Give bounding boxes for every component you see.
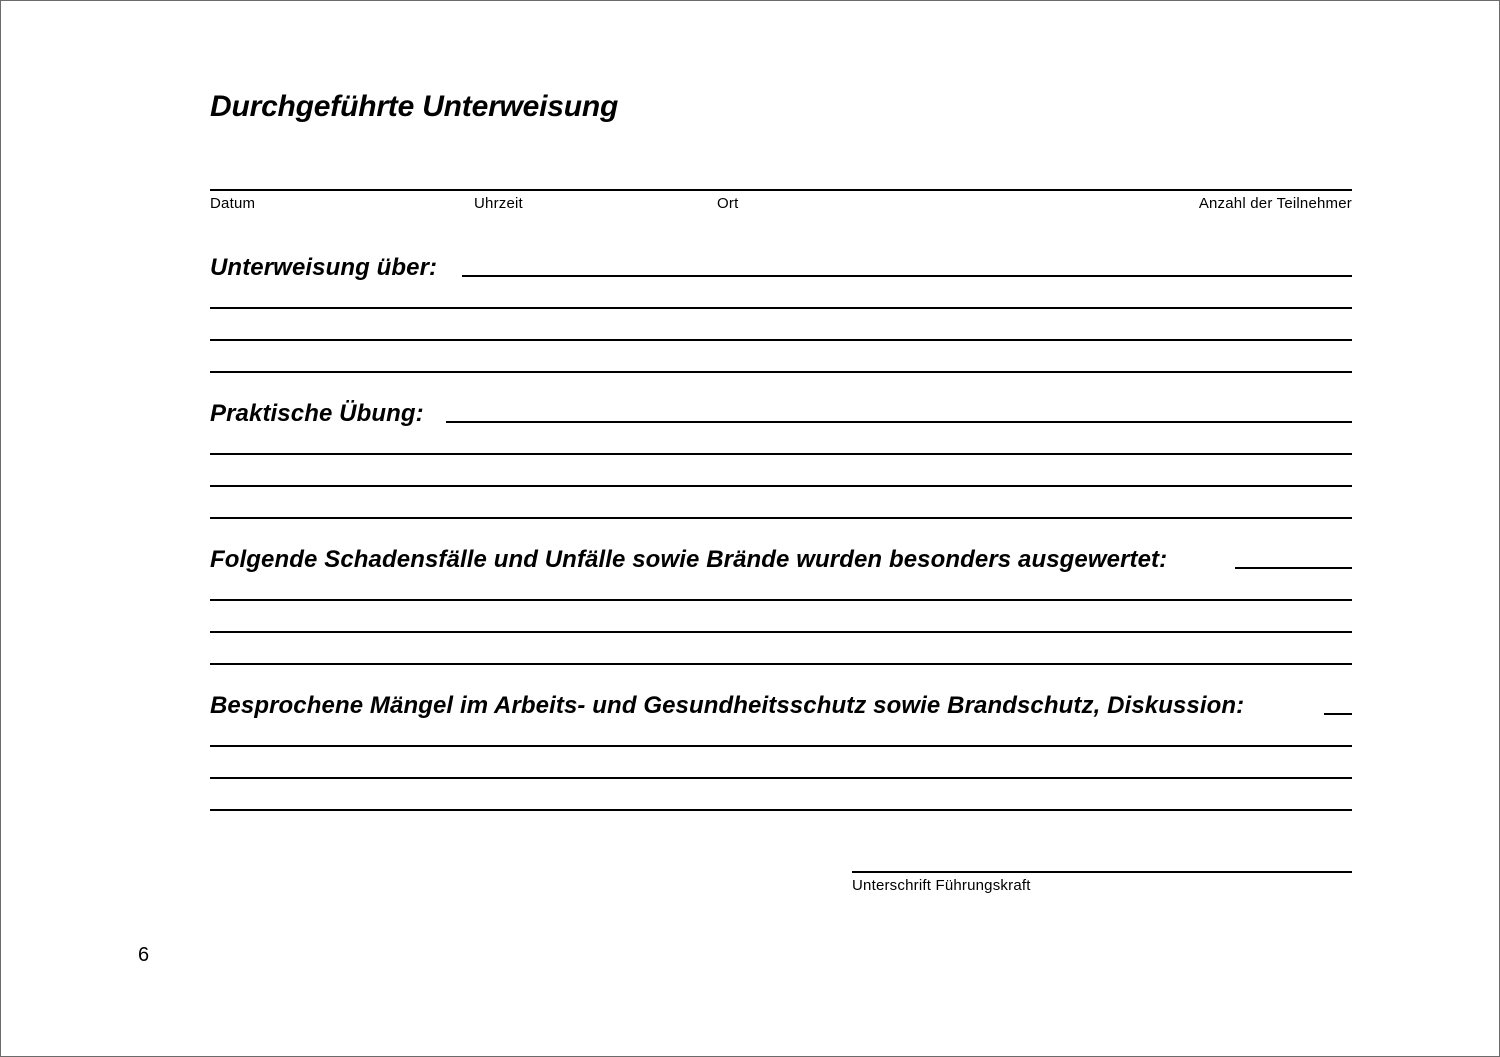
- deficiencies-line-1[interactable]: [1324, 713, 1352, 715]
- deficiencies-line-2[interactable]: [210, 745, 1352, 747]
- participants-label: Anzahl der Teilnehmer: [1198, 195, 1352, 212]
- practical-line-2[interactable]: [210, 453, 1352, 455]
- incidents-line-4[interactable]: [210, 663, 1352, 665]
- date-label: Datum: [210, 195, 256, 212]
- signature-label: Unterschrift Führungskraft: [852, 877, 1031, 894]
- practical-line-1[interactable]: [446, 421, 1352, 423]
- place-label: Ort: [717, 195, 739, 212]
- incidents-label: Folgende Schadensfälle und Unfälle sowie Brände wurden besonders ausgewertet:: [210, 546, 1168, 573]
- practical-line-3[interactable]: [210, 485, 1352, 487]
- incidents-line-3[interactable]: [210, 631, 1352, 633]
- deficiencies-line-3[interactable]: [210, 777, 1352, 779]
- instruction-line-2[interactable]: [210, 307, 1352, 309]
- incidents-line-1[interactable]: [1235, 567, 1352, 569]
- practical-line-4[interactable]: [210, 517, 1352, 519]
- instruction-line-1[interactable]: [462, 275, 1352, 277]
- practical-label: Praktische Übung:: [210, 400, 424, 427]
- header-field-line[interactable]: [210, 189, 1352, 191]
- signature-line[interactable]: [852, 871, 1352, 873]
- time-label: Uhrzeit: [474, 195, 523, 212]
- page-title: Durchgeführte Unterweisung: [210, 90, 619, 123]
- deficiencies-label: Besprochene Mängel im Arbeits- und Gesundheitsschutz sowie Brandschutz, Diskussion:: [210, 692, 1245, 719]
- incidents-line-2[interactable]: [210, 599, 1352, 601]
- instruction-line-4[interactable]: [210, 371, 1352, 373]
- instruction-label: Unterweisung über:: [210, 254, 438, 281]
- instruction-line-3[interactable]: [210, 339, 1352, 341]
- deficiencies-line-4[interactable]: [210, 809, 1352, 811]
- page-number: 6: [138, 944, 150, 966]
